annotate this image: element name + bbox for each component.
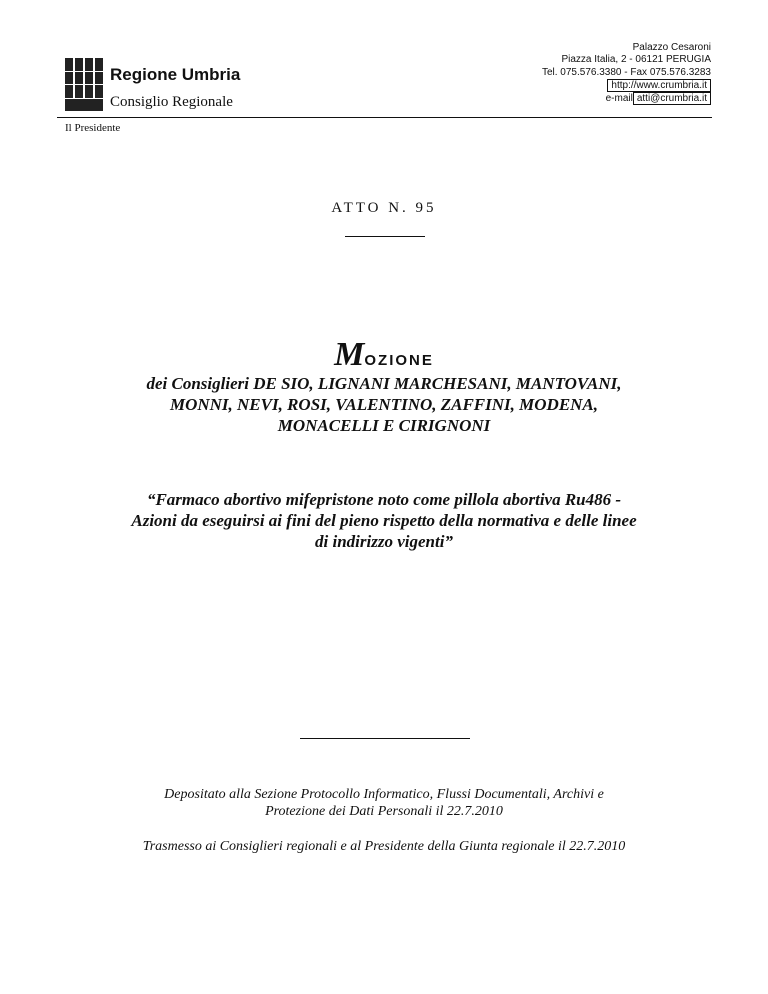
org-subtitle: Consiglio Regionale [110,94,233,110]
subject-line: Azioni da eseguirsi ai fini del pieno rispetto della normativa e delle linee [131,511,637,530]
signers-line: MONNI, NEVI, ROSI, VALENTINO, ZAFFINI, MODENA, [169,395,599,414]
org-name: Regione Umbria [110,65,241,84]
address-block [542,42,711,105]
email-label: e-mail [605,93,633,105]
deposit-line: Depositato alla Sezione Protocollo Informatico, Flussi Documentali, Archivi e [164,787,604,802]
document-type-heading [0,336,768,374]
signers-block [40,373,728,436]
document-number: ATTO N. 95 [331,200,437,216]
heading-initial: M [334,336,365,373]
address-line: Piazza Italia, 2 - 06121 PERUGIA [561,54,711,66]
subject-line: “Farmaco abortivo mifepristone noto come pillola abortiva Ru486 - [146,490,622,509]
section-divider [300,738,470,739]
email-link[interactable]: atti@crumbria.it [633,92,711,105]
subject-block [40,489,728,552]
deposit-note [40,786,728,820]
address-line: Palazzo Cesaroni [632,42,711,53]
website-link[interactable]: http://www.crumbria.it [607,79,711,92]
signers-line: dei Consiglieri DE SIO, LIGNANI MARCHESANI, MANTOVANI, [146,374,622,393]
title-underline [345,236,425,237]
signers-line: MONACELLI E CIRIGNONI [277,416,491,435]
deposit-line: Protezione dei Dati Personali il 22.7.2010 [265,804,503,819]
transmission-note: Trasmesso ai Consiglieri regionali e al Presidente della Giunta regionale il 22.7.2010 [142,839,626,854]
heading-rest: OZIONE [364,352,434,369]
regione-umbria-emblem-icon [65,58,105,112]
subject-line: di indirizzo vigenti” [315,532,453,551]
header-divider [57,117,712,118]
phone-fax-line: Tel. 075.576.3380 - Fax 075.576.3283 [541,66,711,78]
office-label: Il Presidente [65,122,121,134]
